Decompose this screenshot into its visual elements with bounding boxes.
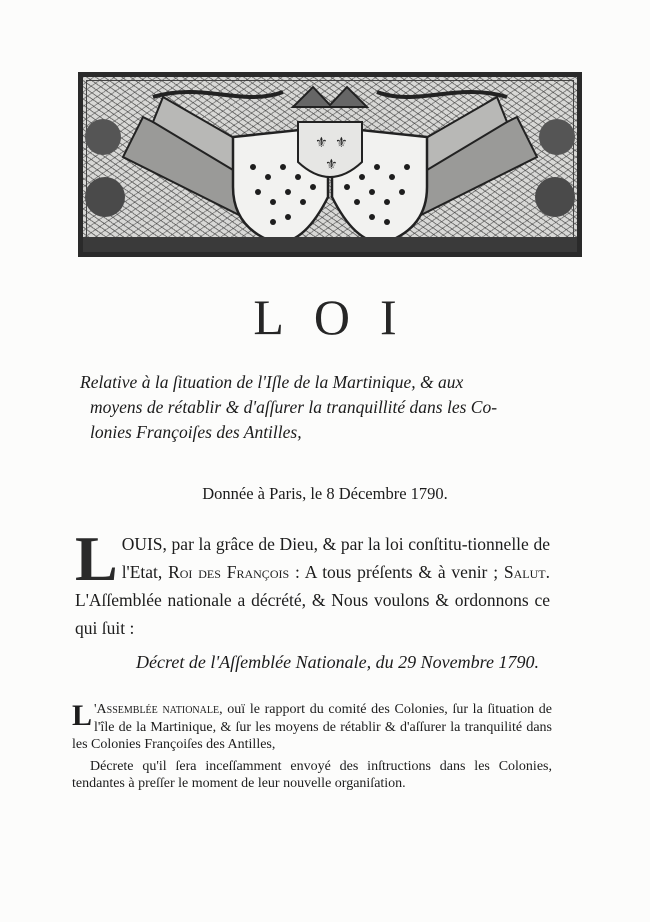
preamble-roi: Roi des François	[168, 562, 290, 582]
preamble-text-2: : A tous préſents & à venir ;	[289, 562, 504, 582]
date-given: Donnée à Paris, le 8 Décembre 1790.	[202, 484, 448, 503]
preamble-text-1: OUIS, par la grâce de Dieu, & par la loi conſtitu-tionnelle de l'Etat,	[121, 534, 550, 582]
decree-heading: Décret de l'Aſſemblée Nationale, du 29 Novembre 1790.	[136, 652, 539, 672]
document-title: LOI	[253, 289, 427, 345]
preamble-salut: Salut	[503, 562, 546, 582]
svg-text:⚜: ⚜	[335, 135, 348, 151]
dropcap-letter: L	[75, 523, 118, 594]
svg-text:⚜: ⚜	[315, 135, 328, 151]
decree-body	[72, 701, 552, 793]
document-subtitle	[80, 370, 570, 445]
preamble-text-3: . L'Aſſemblée nationale a décrété, & Nous voulons & ordonnons ce qui ſuit :	[75, 562, 550, 638]
coat-of-arms-icon	[83, 77, 577, 252]
royal-preamble	[75, 523, 550, 642]
decree-lead: 'Assemblée nationale	[94, 702, 220, 717]
decree-paragraph-1	[72, 701, 552, 754]
subtitle-line-1: Relative à la ſituation de l'Iſle de la Martinique, & aux	[80, 372, 464, 392]
svg-text:⚜: ⚜	[325, 157, 338, 173]
subtitle-line-3: lonies Françoiſes des Antilles,	[90, 422, 302, 442]
coat-of-arms-woodcut	[78, 72, 582, 257]
subtitle-line-2: moyens de rétablir & d'aſſurer la tranquillité dans les Co-	[90, 397, 498, 417]
decree-dropcap: L	[72, 699, 93, 732]
decree-paragraph-1-text: , ouï le rapport du comité des Colonies, ſur la ſituation de l'île de la Martinique, & ſur les moyens de rétablir & d'aſſurer la tranquilité dans les Colonies Françoiſes des Antilles,	[72, 702, 553, 752]
decree-paragraph-2: Décrete qu'il ſera inceſſamment envoyé des inſtructions dans les Colonies, tendantes à preſſer le moment de leur nouvelle organiſation.	[72, 758, 552, 791]
